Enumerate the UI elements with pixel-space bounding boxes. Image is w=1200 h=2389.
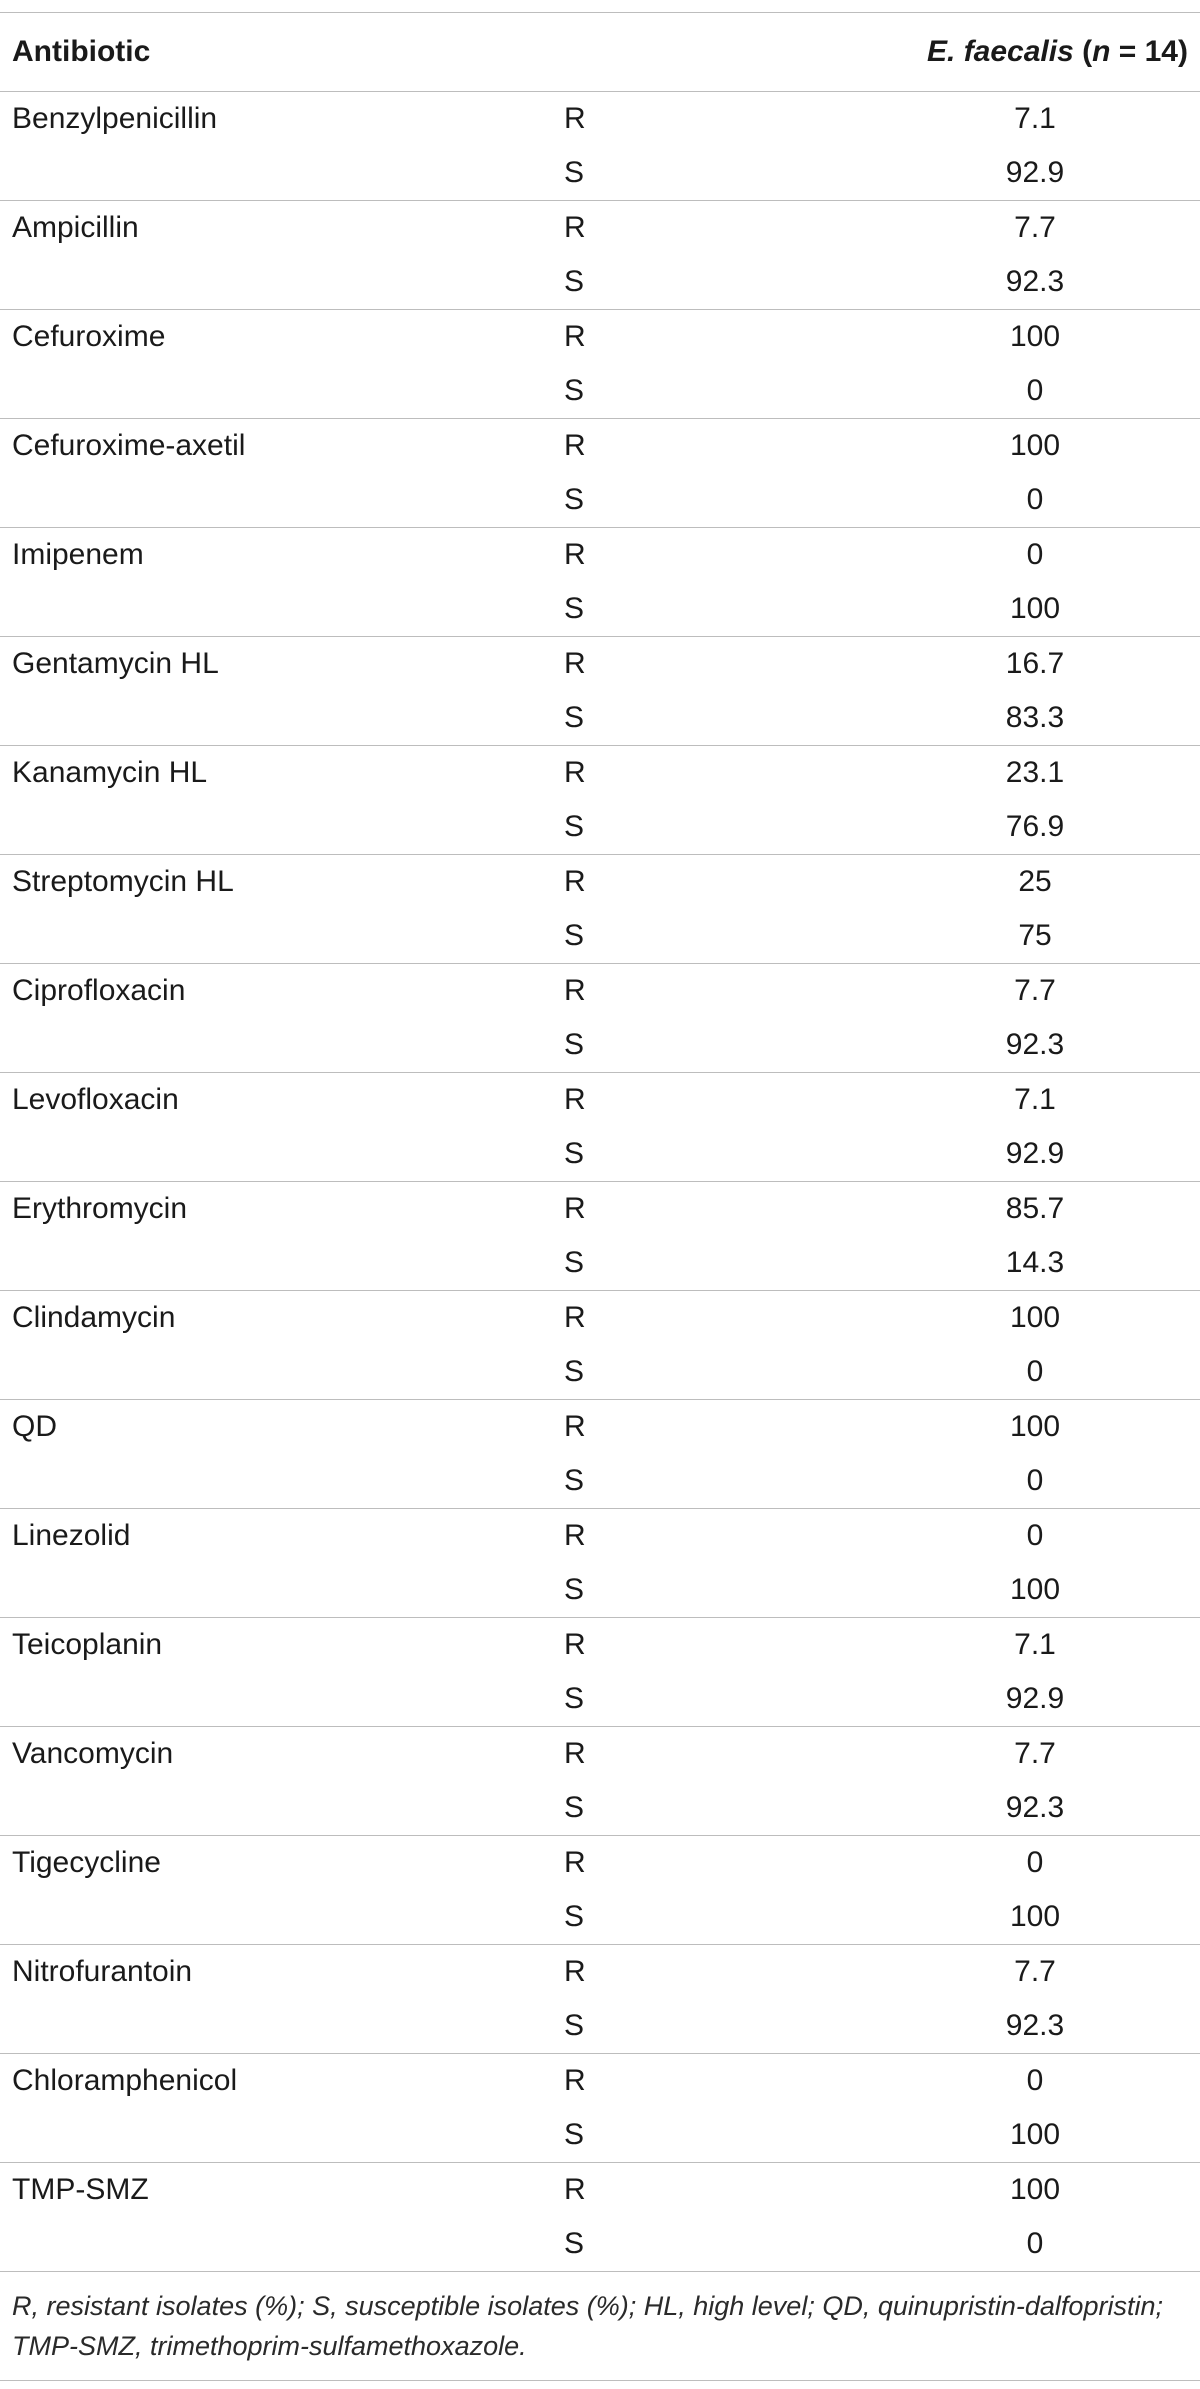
resistant-value: 0 [1026,2064,1044,2097]
table-row-resistant [0,2054,1200,2108]
resistant-label: R [564,2173,586,2206]
antibiotic-row-group [0,201,1200,310]
resistant-value: 7.1 [1014,102,1056,135]
susceptible-label: S [564,1355,585,1388]
susceptible-label: S [564,156,585,189]
susceptible-value: 92.9 [1005,156,1065,189]
antibiotic-name: Ciprofloxacin [12,974,186,1007]
susceptible-label: S [564,374,585,407]
susceptible-value: 0 [1026,2227,1044,2260]
resistant-value: 25 [1018,865,1052,898]
antibiotic-row-group [0,1618,1200,1727]
susceptible-value: 100 [1009,1900,1061,1933]
antibiotic-name: Imipenem [12,538,144,571]
table-row-resistant [0,1836,1200,1890]
susceptible-label: S [564,1682,585,1715]
table-row-susceptible [0,2108,1200,2162]
resistant-value: 7.7 [1014,1955,1056,1988]
resistant-value: 100 [1009,1410,1061,1443]
antibiotic-name: Vancomycin [12,1737,174,1770]
resistant-label: R [564,647,586,680]
table-row-resistant [0,201,1200,255]
resistant-label: R [564,1955,586,1988]
antibiotic-row-group [0,2163,1200,2272]
susceptible-value: 76.9 [1005,810,1065,843]
antibiotic-name: Cefuroxime-axetil [12,429,246,462]
resistant-value: 7.7 [1014,1737,1056,1770]
table-row-susceptible [0,1781,1200,1835]
antibiotic-name: Erythromycin [12,1192,188,1225]
susceptibility-table [0,12,1200,2381]
susceptible-label: S [564,1137,585,1170]
resistant-label: R [564,538,586,571]
antibiotic-name: Chloramphenicol [12,2064,238,2097]
header-n-var: n [1092,35,1111,68]
resistant-value: 85.7 [1005,1192,1065,1225]
table-row-resistant [0,310,1200,364]
table-row-resistant [0,964,1200,1018]
table-row-resistant [0,1509,1200,1563]
antibiotic-row-group [0,310,1200,419]
antibiotic-name: Nitrofurantoin [12,1955,193,1988]
resistant-label: R [564,974,586,1007]
table-row-susceptible [0,1018,1200,1072]
susceptible-value: 92.3 [1005,2009,1065,2042]
antibiotic-row-group [0,964,1200,1073]
resistant-label: R [564,756,586,789]
table-row-resistant [0,528,1200,582]
resistant-label: R [564,211,586,244]
header-n-prefix: ( [1073,35,1093,68]
resistant-value: 100 [1009,1301,1061,1334]
susceptible-label: S [564,2009,585,2042]
susceptible-value: 0 [1026,1355,1044,1388]
resistant-value: 7.1 [1014,1628,1056,1661]
antibiotic-row-group [0,637,1200,746]
header-antibiotic: Antibiotic [12,35,151,68]
table-row-resistant [0,855,1200,909]
table-row-susceptible [0,1454,1200,1508]
susceptible-value: 83.3 [1005,701,1065,734]
table-row-resistant [0,419,1200,473]
table-row-resistant [0,1727,1200,1781]
susceptible-value: 75 [1018,919,1052,952]
table-row-susceptible [0,691,1200,745]
table-row-susceptible [0,1672,1200,1726]
resistant-label: R [564,1628,586,1661]
table-row-resistant [0,1945,1200,1999]
table-row-susceptible [0,1127,1200,1181]
susceptible-label: S [564,919,585,952]
resistant-value: 7.1 [1014,1083,1056,1116]
table-row-resistant [0,92,1200,146]
susceptible-value: 100 [1009,1573,1061,1606]
antibiotic-name: Streptomycin HL [12,865,234,898]
antibiotic-row-group [0,1836,1200,1945]
table-row-susceptible [0,1345,1200,1399]
table-row-susceptible [0,473,1200,527]
susceptible-value: 0 [1026,1464,1044,1497]
table-footnote: R, resistant isolates (%); S, susceptible isolates (%); HL, high level; QD, quinupristin-dalfopristin; TMP-SMZ, trimethoprim-sulfamethoxazole. [12,2291,1163,2361]
resistant-value: 23.1 [1005,756,1065,789]
table-row-susceptible [0,146,1200,200]
table-row-susceptible [0,2217,1200,2271]
header-group [870,35,1200,69]
resistant-value: 100 [1009,429,1061,462]
antibiotic-row-group [0,528,1200,637]
resistant-label: R [564,1083,586,1116]
table-row-resistant [0,637,1200,691]
susceptible-value: 0 [1026,483,1044,516]
antibiotic-row-group [0,855,1200,964]
resistant-label: R [564,1410,586,1443]
header-n-value: = 14) [1110,35,1188,68]
antibiotic-row-group [0,1509,1200,1618]
antibiotic-name: Cefuroxime [12,320,166,353]
susceptible-value: 92.3 [1005,1791,1065,1824]
resistant-value: 16.7 [1005,647,1065,680]
susceptible-value: 100 [1009,2118,1061,2151]
resistant-label: R [564,865,586,898]
susceptible-label: S [564,265,585,298]
antibiotic-row-group [0,1945,1200,2054]
table-row-resistant [0,1073,1200,1127]
table-row-resistant [0,1291,1200,1345]
resistant-value: 0 [1026,538,1044,571]
antibiotic-row-group [0,1182,1200,1291]
resistant-value: 7.7 [1014,974,1056,1007]
table-row-susceptible [0,800,1200,854]
antibiotic-name: QD [12,1410,57,1443]
resistant-value: 0 [1026,1846,1044,1879]
antibiotic-name: Benzylpenicillin [12,102,218,135]
table-row-susceptible [0,1563,1200,1617]
antibiotic-name: TMP-SMZ [12,2173,149,2206]
antibiotic-row-group [0,746,1200,855]
header-species: E. faecalis [927,35,1074,68]
resistant-label: R [564,320,586,353]
susceptible-label: S [564,592,585,625]
susceptible-label: S [564,810,585,843]
table-body [0,92,1200,2272]
antibiotic-name: Levofloxacin [12,1083,179,1116]
antibiotic-name: Clindamycin [12,1301,176,1334]
susceptible-label: S [564,1900,585,1933]
susceptible-label: S [564,1464,585,1497]
antibiotic-name: Teicoplanin [12,1628,163,1661]
antibiotic-row-group [0,1291,1200,1400]
antibiotic-name: Ampicillin [12,211,139,244]
resistant-label: R [564,1846,586,1879]
susceptible-value: 14.3 [1005,1246,1065,1279]
table-row-resistant [0,1400,1200,1454]
table-row-resistant [0,1618,1200,1672]
antibiotic-row-group [0,92,1200,201]
resistant-value: 100 [1009,2173,1061,2206]
table-row-susceptible [0,909,1200,963]
susceptible-value: 92.9 [1005,1137,1065,1170]
table-row-susceptible [0,364,1200,418]
resistant-value: 7.7 [1014,211,1056,244]
susceptible-label: S [564,1028,585,1061]
antibiotic-name: Linezolid [12,1519,131,1552]
susceptible-label: S [564,701,585,734]
resistant-label: R [564,429,586,462]
footnote-block [0,2286,1200,2381]
resistant-label: R [564,1192,586,1225]
antibiotic-name: Kanamycin HL [12,756,208,789]
table-row-resistant [0,2163,1200,2217]
susceptible-label: S [564,1573,585,1606]
resistant-label: R [564,102,586,135]
antibiotic-name: Gentamycin HL [12,647,219,680]
susceptible-label: S [564,1246,585,1279]
table-row-susceptible [0,1236,1200,1290]
resistant-label: R [564,1737,586,1770]
antibiotic-row-group [0,419,1200,528]
susceptible-value: 92.3 [1005,1028,1065,1061]
resistant-label: R [564,2064,586,2097]
table-row-susceptible [0,582,1200,636]
resistant-label: R [564,1519,586,1552]
antibiotic-row-group [0,1400,1200,1509]
susceptible-label: S [564,2118,585,2151]
table-header-row [0,13,1200,92]
resistant-label: R [564,1301,586,1334]
table-row-resistant [0,746,1200,800]
antibiotic-name: Tigecycline [12,1846,161,1879]
susceptible-value: 0 [1026,374,1044,407]
antibiotic-row-group [0,1073,1200,1182]
susceptible-label: S [564,1791,585,1824]
table-row-susceptible [0,1890,1200,1944]
susceptible-value: 100 [1009,592,1061,625]
resistant-value: 100 [1009,320,1061,353]
susceptible-label: S [564,483,585,516]
table-row-susceptible [0,1999,1200,2053]
susceptible-label: S [564,2227,585,2260]
susceptible-value: 92.3 [1005,265,1065,298]
table-row-resistant [0,1182,1200,1236]
antibiotic-row-group [0,2054,1200,2163]
resistant-value: 0 [1026,1519,1044,1552]
antibiotic-row-group [0,1727,1200,1836]
susceptible-value: 92.9 [1005,1682,1065,1715]
table-row-susceptible [0,255,1200,309]
